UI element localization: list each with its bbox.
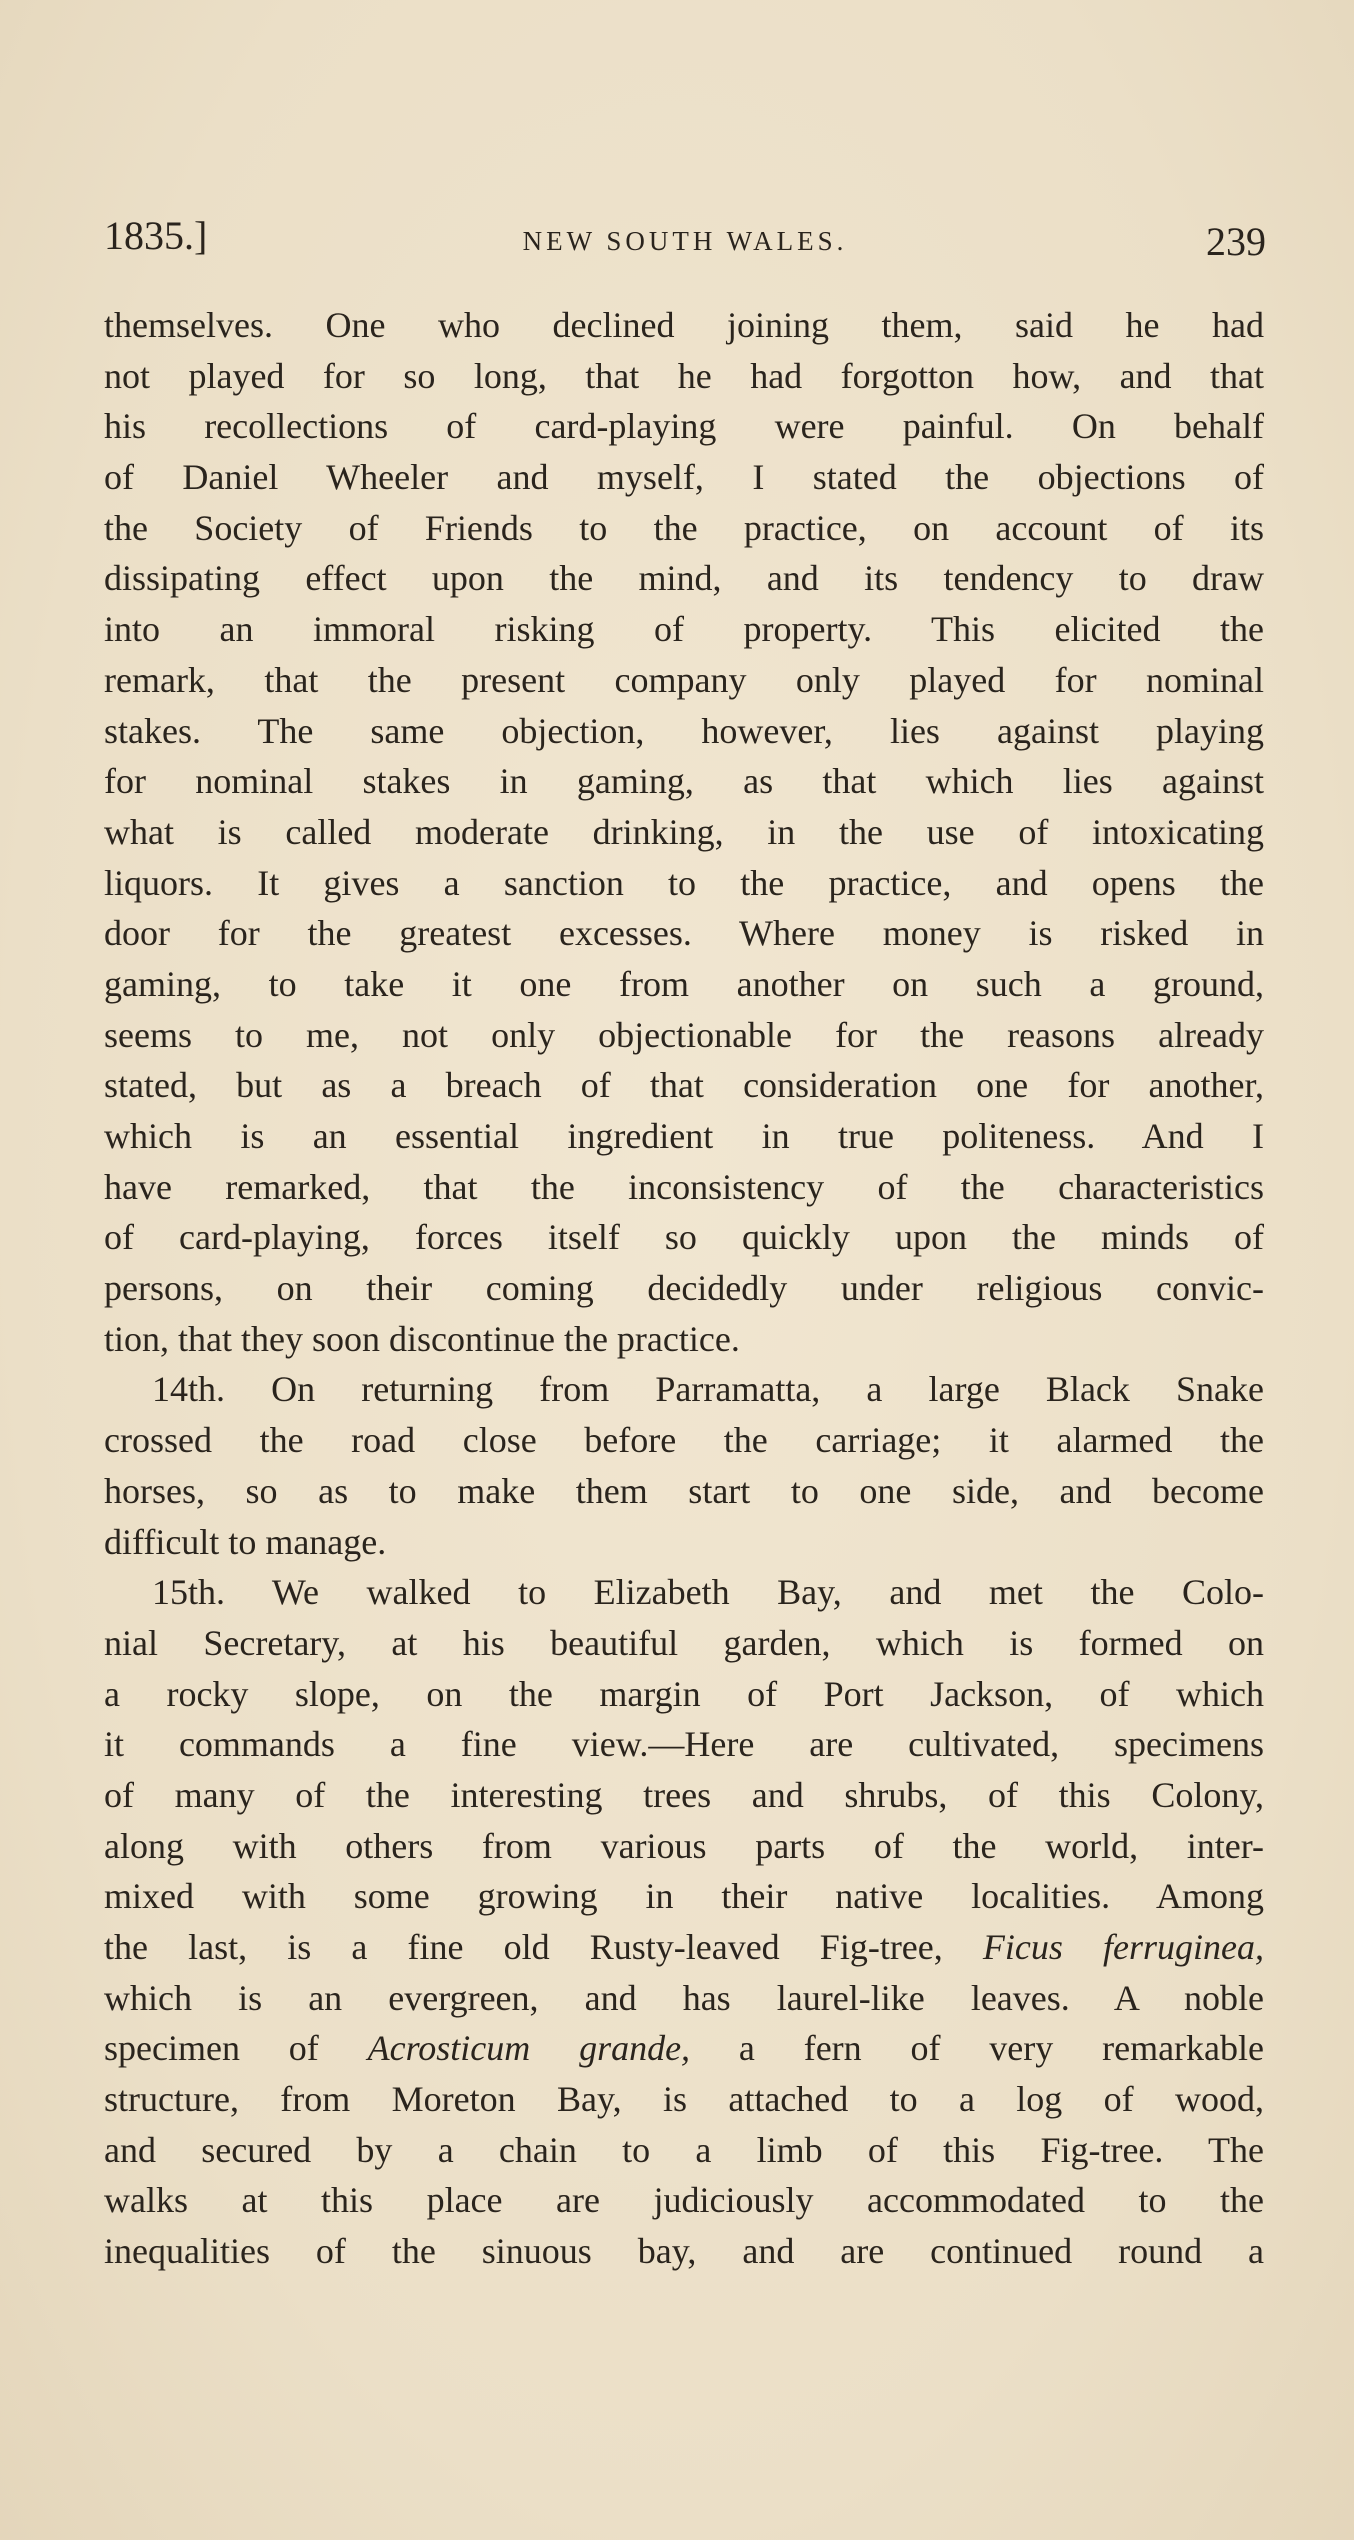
text-line: stated, but as a breach of that consideration one for another, <box>104 1065 1264 1106</box>
text-line <box>104 2023 1264 2074</box>
running-head <box>104 212 1266 272</box>
text-line: persons, on their coming decidedly under religious convic- <box>104 1268 1264 1309</box>
text-line: not played for so long, that he had forgotton how, and that <box>104 355 1264 396</box>
text-line: structure, from Moreton Bay, is attached to a log of wood, <box>104 2079 1264 2120</box>
text-line: mixed with some growing in their native localities. Among <box>104 1876 1264 1917</box>
body-text <box>104 300 1264 2277</box>
text-line: what is called moderate drinking, in the use of intoxicating <box>104 811 1264 852</box>
text-line: difficult to manage. <box>104 1521 387 1562</box>
text-line: liquors. It gives a sanction to the practice, and opens the <box>104 862 1264 903</box>
text-line: crossed the road close before the carriage; it alarmed the <box>104 1420 1264 1461</box>
text-run: the last, is a fine old Rusty-leaved Fig-tree, <box>104 1927 983 1967</box>
italic-species-name: Acrosticum grande, <box>367 2028 691 2069</box>
text-line <box>104 1922 1264 1973</box>
text-line: for nominal stakes in gaming, as that which lies against <box>104 761 1264 802</box>
text-line: and secured by a chain to a limb of this Fig-tree. The <box>104 2129 1264 2170</box>
text-line: 15th. We walked to Elizabeth Bay, and met the Colo- <box>152 1572 1264 1613</box>
text-line: gaming, to take it one from another on such a ground, <box>104 963 1264 1004</box>
text-line: which is an essential ingredient in true politeness. And I <box>104 1116 1264 1156</box>
text-line: into an immoral risking of property. This elicited the <box>104 609 1264 650</box>
text-line: remark, that the present company only played for nominal <box>104 659 1264 700</box>
text-line: of many of the interesting trees and shrubs, of this Colony, <box>104 1774 1264 1815</box>
text-line: along with others from various parts of the world, inter- <box>104 1825 1264 1866</box>
text-line: it commands a fine view.—Here are cultivated, specimens <box>104 1724 1264 1765</box>
text-run: specimen of <box>104 2028 368 2069</box>
text-run: a fern of very remarkable <box>690 2028 1264 2069</box>
text-line: have remarked, that the inconsistency of the characteristics <box>104 1166 1264 1207</box>
running-head-year: 1835.] <box>104 213 208 258</box>
text-line: seems to me, not only objectionable for the reasons already <box>104 1014 1264 1055</box>
text-line: of Daniel Wheeler and myself, I stated the objections of <box>104 457 1264 498</box>
text-line: themselves. One who declined joining them, said he had <box>104 305 1264 345</box>
italic-species-name: Ficus ferruginea, <box>982 1927 1264 1967</box>
page-number: 239 <box>1206 219 1266 264</box>
text-line: which is an evergreen, and has laurel-like leaves. A noble <box>104 1977 1264 2018</box>
text-line: nial Secretary, at his beautiful garden, which is formed on <box>104 1622 1264 1663</box>
text-line: inequalities of the sinuous bay, and are continued round a <box>104 2231 1264 2272</box>
text-line: a rocky slope, on the margin of Port Jackson, of which <box>104 1673 1264 1714</box>
text-line: walks at this place are judiciously accommodated to the <box>104 2180 1264 2221</box>
text-line: horses, so as to make them start to one side, and become <box>104 1470 1264 1511</box>
text-line: 14th. On returning from Parramatta, a large Black Snake <box>152 1369 1264 1410</box>
text-line: his recollections of card-playing were painful. On behalf <box>104 406 1264 447</box>
text-line: the Society of Friends to the practice, on account of its <box>104 507 1264 548</box>
text-line: dissipating effect upon the mind, and its tendency to draw <box>104 558 1264 599</box>
text-line: of card-playing, forces itself so quickly upon the minds of <box>104 1217 1264 1258</box>
text-line: stakes. The same objection, however, lies against playing <box>104 710 1264 751</box>
text-line: tion, that they soon discontinue the practice. <box>104 1318 740 1359</box>
text-line: door for the greatest excesses. Where money is risked in <box>104 913 1264 954</box>
running-head-title: NEW SOUTH WALES. <box>522 226 848 256</box>
